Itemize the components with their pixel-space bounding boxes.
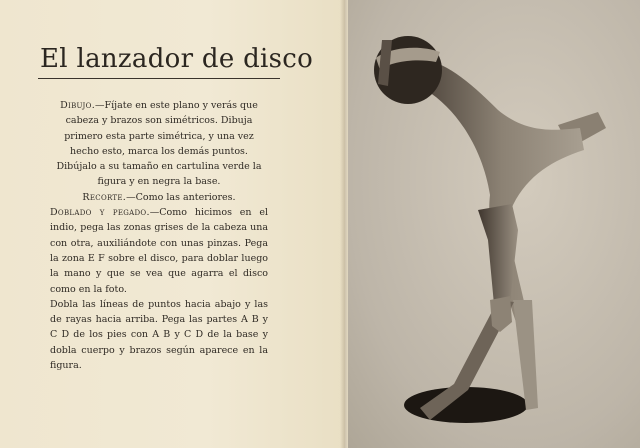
base-disc [404,387,528,423]
discus-thrower-photo [348,0,640,448]
text-recorte: —Como las anteriores. [126,191,236,203]
hand [490,296,512,332]
back-leg [513,300,538,410]
heading-recorte: Recorte. [82,191,127,203]
title-underline [38,78,280,79]
heading-dibujo: Dibujo. [60,100,96,111]
paragraph-cartulina: Dibújalo a su tamaño en cartulina verde la figura y en negra la base. [56,161,262,188]
text-dibujo: —Fíjate en este plano y verás que cabeza y brazos son simétricos. Dibuja primero esta parte simétrica, y una vez hecho esto, marca los demás puntos. [64,100,258,157]
instructions-text [50,98,268,373]
heading-doblado: Doblado y pegado. [50,207,150,219]
page-title: El lanzador de disco [40,44,314,74]
paragraph-doblado [50,205,268,297]
text-doblado: —Como hicimos en el indio, pega las zonas grises de la cabeza una con otra, auxiliándote con unas pinzas. Pega la zona E F sobre el disco, para doblar luego la mano y que se vea que agarra el disco como en la foto. [50,207,269,295]
paragraph-dibujo [50,98,268,159]
paragraph-recorte [50,190,268,205]
paragraph-dobla-lineas: Dobla las líneas de puntos hacia abajo y las de rayas hacia arriba. Pega las partes A B y C D de los pies con A B y C D de la base y dobla cuerpo y brazos según aparece en la figura. [50,298,268,372]
